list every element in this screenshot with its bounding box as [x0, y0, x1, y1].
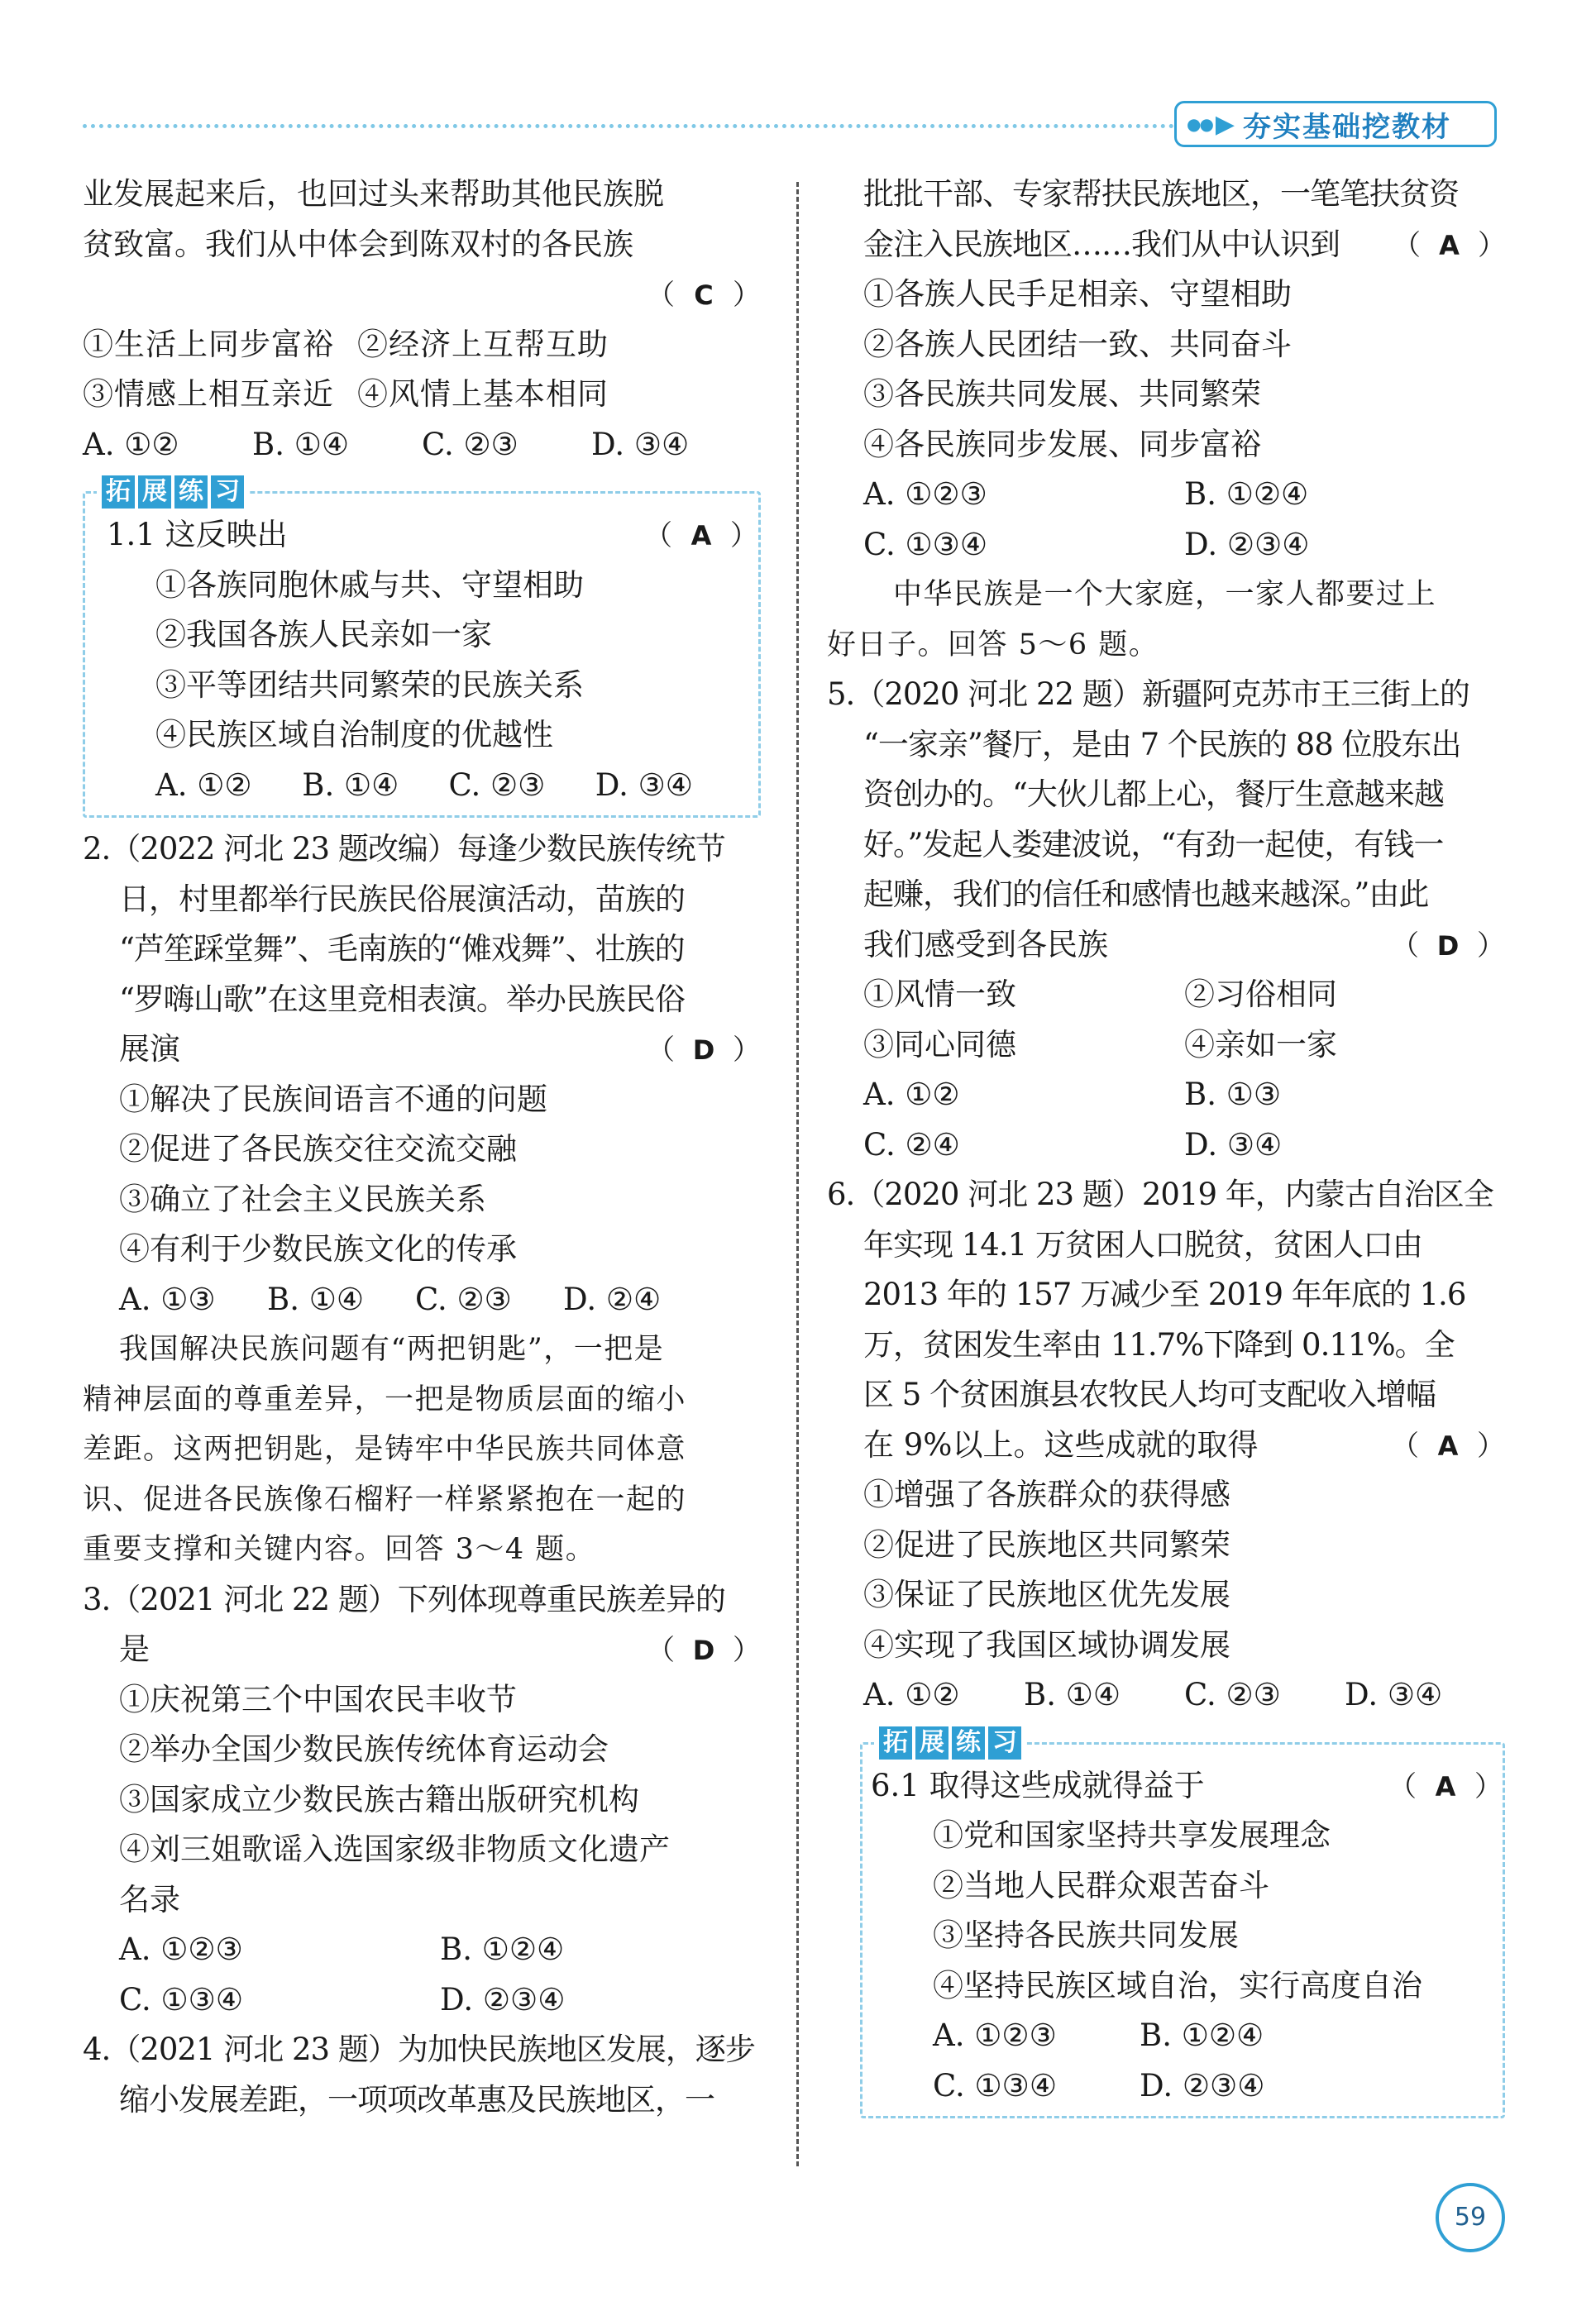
choice: B. ①④ — [1024, 1677, 1121, 1712]
q6-stem-line: 在 9%以上。这些成就的取得 （ A ） — [827, 1421, 1505, 1471]
q1-options-row — [83, 320, 761, 370]
q4-answer: （ A ） — [1393, 228, 1505, 262]
q2-stem-line: 日，村里都举行民族民俗展演活动，苗族的 — [119, 881, 685, 917]
q2-choices — [83, 1275, 761, 1325]
q2-item: ③确立了社会主义民族关系 — [119, 1181, 486, 1217]
q4-item: ②各族人民团结一致、共同奋斗 — [863, 326, 1292, 362]
q1-option: ③情感上相互亲近 — [83, 376, 334, 412]
q6-stem-line: 万，贫困发生率由 11.7%下降到 0.11%。全 — [863, 1326, 1455, 1363]
column-divider — [796, 182, 799, 2166]
extension-practice-label: 拓 展 练 习 — [97, 475, 249, 509]
ext1-answer: （ A ） — [644, 519, 758, 552]
q5-items — [827, 1020, 1505, 1071]
choice: A. ①②③ — [933, 2018, 1057, 2053]
q4-choices — [827, 520, 1505, 571]
q2-answer: （ D ） — [647, 1034, 761, 1067]
ext1-item: ②我国各族人民亲如一家 — [155, 617, 492, 652]
extension-practice-box — [83, 477, 761, 818]
passage-line: 重要支撑和关键内容。回答 3～4 题。 — [83, 1533, 596, 1566]
header-dotted-rule — [83, 124, 1183, 128]
q3-stem-line: 是 （ D ） — [83, 1625, 761, 1675]
q3-item: 名录 — [119, 1881, 180, 1917]
ext1-item: ①各族同胞休戚与共、守望相助 — [155, 566, 584, 603]
q6-item: ②促进了民族地区共同繁荣 — [863, 1526, 1230, 1563]
q4-item: ①各族人民手足相亲、守望相助 — [863, 276, 1292, 312]
q5-stem-line: 起赚，我们的信任和感情也越来越深。”由此 — [863, 876, 1429, 912]
choice: C. ①③④ — [933, 2067, 1058, 2104]
q3-item: ④刘三姐歌谣入选国家级非物质文化遗产 — [119, 1831, 670, 1867]
ext6-item: ②当地人民群众艰苦奋斗 — [933, 1867, 1269, 1903]
q5-stem-line: 好。”发起人娄建波说，“有劲一起使，有钱一 — [863, 826, 1444, 862]
q2-item: ②促进了各民族交往交流交融 — [119, 1131, 517, 1167]
extension-practice-box — [860, 1727, 1505, 2119]
choice: B. ①④ — [252, 426, 350, 462]
q4-item: ④各民族同步发展、同步富裕 — [863, 426, 1261, 462]
ext6-answer: （ A ） — [1388, 1769, 1503, 1803]
q5-item: ①风情一致 — [863, 977, 1016, 1012]
q5-stem-line: 资创办的。“大伙儿都上心，餐厅生意越来越 — [863, 776, 1444, 812]
q5-items — [827, 970, 1505, 1020]
choice: C. ②④ — [863, 1126, 960, 1163]
q1-options-row — [83, 370, 761, 420]
ext6-stem: 6.1 取得这些成就得益于 （ A ） — [863, 1761, 1503, 1812]
choice: A. ①② — [863, 1677, 960, 1712]
q5-item: ③同心同德 — [863, 1026, 1016, 1062]
choice: B. ①③ — [1184, 1077, 1282, 1112]
passage-line: 好日子。回答 5～6 题。 — [827, 628, 1159, 661]
q6-choices — [827, 1670, 1505, 1721]
header-arrow-icon: ▶ — [1215, 109, 1235, 139]
q6-answer: （ A ） — [1391, 1429, 1505, 1463]
q1-answer-line — [83, 270, 761, 320]
choice: B. ①④ — [267, 1281, 365, 1317]
choice: D. ③④ — [595, 766, 693, 803]
ext1-item: ③平等团结共同繁荣的民族关系 — [155, 666, 584, 703]
q1-option: ④风情上基本相同 — [357, 376, 609, 412]
right-column — [827, 170, 1505, 2118]
choice: D. ③④ — [591, 426, 690, 462]
q4-stem-line: 金注入民族地区……我们从中认识到 （ A ） — [827, 220, 1505, 270]
q1-option: ①生活上同步富裕 — [83, 326, 334, 362]
q4-stem-line: 缩小发展差距，一项项改革惠及民族地区，一 — [119, 2081, 714, 2118]
choice: A. ①② — [155, 766, 252, 803]
choice: A. ①②③ — [863, 476, 987, 512]
q6-stem-line: 6.（2020 河北 23 题）2019 年，内蒙古自治区全 — [827, 1177, 1493, 1212]
q6-stem-line: 年实现 14.1 万贫困人口脱贫，贫困人口由 — [863, 1226, 1422, 1263]
q1-text-line: 贫致富。我们从中体会到陈双村的各民族 — [83, 226, 633, 262]
q3-choices — [83, 1975, 761, 2026]
q2-item: ④有利于少数民族文化的传承 — [119, 1231, 517, 1267]
q6-item: ③保证了民族地区优先发展 — [863, 1577, 1230, 1612]
q1-choices — [83, 420, 761, 470]
q5-answer: （ D ） — [1391, 929, 1505, 962]
header-dots-icon: ●● — [1187, 114, 1212, 134]
choice: B. ①②④ — [1140, 2018, 1264, 2053]
passage-line: 识、促进各民族像石榴籽一样紧紧抱在一起的 — [83, 1483, 687, 1516]
section-header-tag — [1174, 101, 1497, 147]
q3-item: ③国家成立少数民族古籍出版研究机构 — [119, 1781, 639, 1817]
q3-item: ①庆祝第三个中国农民丰收节 — [119, 1681, 517, 1717]
choice: A. ①② — [83, 426, 179, 462]
q5-choices — [827, 1070, 1505, 1120]
left-column — [83, 170, 761, 2125]
ext1-stem: 1.1 这反映出 （ A ） — [85, 510, 758, 561]
choice: A. ①②③ — [119, 1932, 243, 1967]
q5-item: ④亲如一家 — [1184, 1026, 1337, 1062]
choice: B. ①④ — [302, 766, 399, 803]
choice: A. ①③ — [119, 1281, 216, 1317]
passage-line: 精神层面的尊重差异，一把是物质层面的缩小 — [83, 1382, 687, 1416]
ext6-item: ①党和国家坚持共享发展理念 — [933, 1817, 1331, 1853]
q5-stem-line: 我们感受到各民族 （ D ） — [827, 920, 1505, 971]
choice: C. ①③④ — [119, 1981, 244, 2018]
q1-answer: （ C ） — [647, 279, 761, 312]
q4-stem-line: 4.（2021 河北 23 题）为加快民族地区发展，逐步 — [83, 2032, 755, 2067]
passage-line: 差距。这两把钥匙，是铸牢中华民族共同体意 — [83, 1433, 687, 1466]
choice: C. ①③④ — [863, 526, 988, 562]
ext6-choices — [863, 2011, 1503, 2061]
choice: D. ②④ — [563, 1281, 662, 1317]
extension-practice-label: 拓 展 练 习 — [874, 1726, 1026, 1760]
passage-line: 我国解决民族问题有“两把钥匙”，一把是 — [119, 1333, 665, 1366]
ext1-choices — [85, 761, 758, 811]
choice: D. ③④ — [1345, 1677, 1443, 1712]
q3-choices — [83, 1925, 761, 1975]
q5-choices — [827, 1120, 1505, 1171]
choice: D. ②③④ — [440, 1981, 566, 2018]
choice: C. ②③ — [448, 766, 546, 803]
q2-item: ①解决了民族间语言不通的问题 — [119, 1081, 547, 1117]
q2-stem-line: 展演 （ D ） — [83, 1024, 761, 1075]
q4-item: ③各民族共同发展、共同繁荣 — [863, 376, 1261, 412]
q5-stem-line: “一家亲”餐厅，是由 7 个民族的 88 位股东出 — [863, 726, 1461, 762]
q4-choices — [827, 470, 1505, 520]
ext6-item: ③坚持各民族共同发展 — [933, 1917, 1239, 1953]
q5-item: ②习俗相同 — [1184, 977, 1337, 1012]
choice: D. ③④ — [1184, 1126, 1283, 1163]
q4-stem-line: 批批干部、专家帮扶民族地区，一笔笔扶贫资 — [863, 176, 1459, 212]
choice: B. ①②④ — [440, 1932, 565, 1967]
choice: C. ②③ — [1184, 1677, 1281, 1712]
passage-line: 中华民族是一个大家庭，一家人都要过上 — [893, 578, 1437, 611]
ext1-item: ④民族区域自治制度的优越性 — [155, 717, 553, 752]
q3-stem-line: 3.（2021 河北 22 题）下列体现尊重民族差异的 — [83, 1581, 725, 1617]
q2-stem-line: 2.（2022 河北 23 题改编）每逢少数民族传统节 — [83, 831, 725, 867]
q6-item: ④实现了我国区域协调发展 — [863, 1626, 1230, 1663]
section-title: 夯实基础挖教材 — [1242, 110, 1451, 144]
page-number: 59 — [1436, 2183, 1505, 2252]
ext6-choices — [863, 2061, 1503, 2112]
q2-stem-line: “罗嗨山歌”在这里竞相表演。举办民族民俗 — [119, 981, 685, 1017]
q3-answer: （ D ） — [647, 1634, 761, 1667]
choice: B. ①②④ — [1184, 476, 1309, 512]
q1-option: ②经济上互帮互助 — [357, 326, 609, 362]
q6-item: ①增强了各族群众的获得感 — [863, 1477, 1230, 1512]
ext6-item: ④坚持民族区域自治，实行高度自治 — [933, 1967, 1422, 2003]
q3-item: ②举办全国少数民族传统体育运动会 — [119, 1731, 609, 1767]
choice: C. ②③ — [415, 1281, 512, 1317]
choice: D. ②③④ — [1184, 526, 1310, 562]
choice: C. ②③ — [422, 426, 518, 462]
q6-stem-line: 2013 年的 157 万减少至 2019 年年底的 1.6 — [863, 1277, 1466, 1312]
q1-text-line: 业发展起来后，也回过头来帮助其他民族脱 — [83, 176, 664, 212]
q6-stem-line: 区 5 个贫困旗县农牧民人均可支配收入增幅 — [863, 1377, 1436, 1412]
choice: D. ②③④ — [1140, 2067, 1265, 2104]
q5-stem-line: 5.（2020 河北 22 题）新疆阿克苏市王三街上的 — [827, 676, 1469, 712]
choice: A. ①② — [863, 1077, 960, 1112]
q2-stem-line: “芦笙踩堂舞”、毛南族的“傩戏舞”、壮族的 — [119, 931, 685, 967]
